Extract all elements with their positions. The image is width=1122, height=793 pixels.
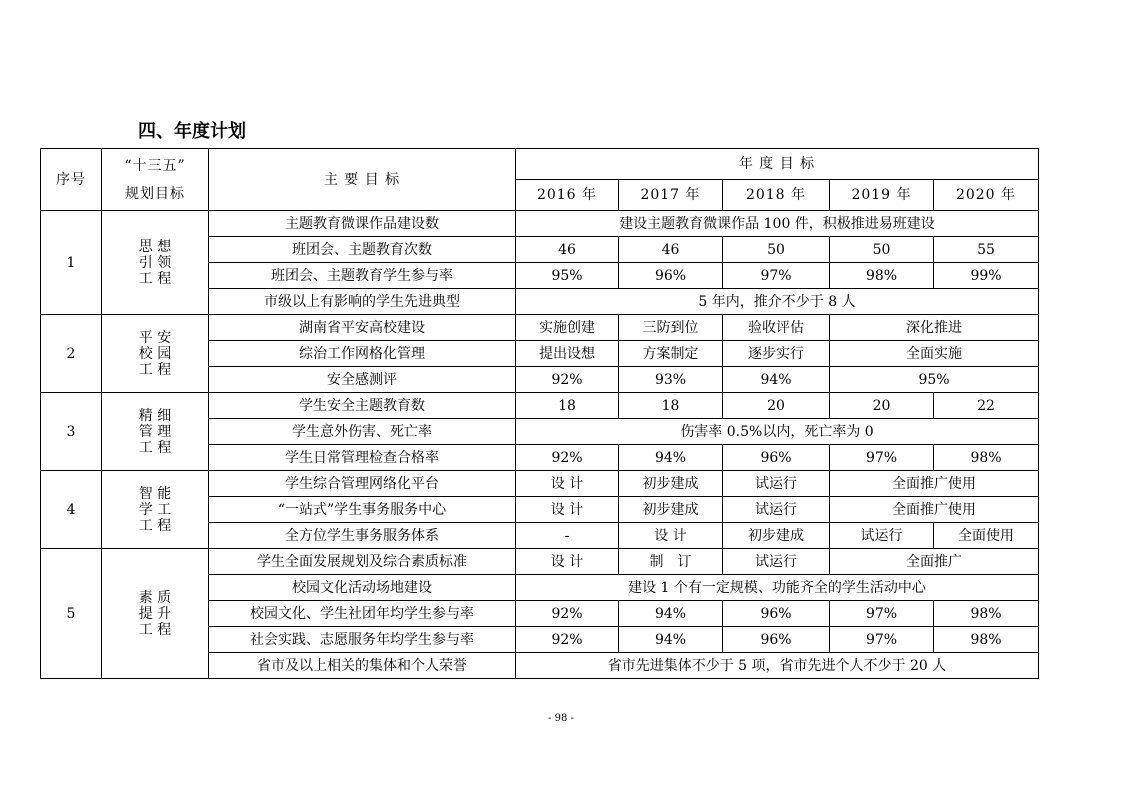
annual-target-cell: -: [516, 523, 619, 549]
main-goal-cell: 学生意外伤害、死亡率: [209, 419, 516, 445]
annual-target-cell: 98%: [934, 627, 1039, 653]
annual-target-cell: 设 计: [619, 523, 723, 549]
annual-target-cell: 20: [723, 393, 830, 419]
main-goal-cell: 学生日常管理检查合格率: [209, 445, 516, 471]
annual-target-cell: 逐步实行: [723, 341, 830, 367]
annual-target-span: 建设主题教育微课作品 100 件，积极推进易班建设: [516, 211, 1039, 237]
annual-target-cell: 初步建成: [619, 471, 723, 497]
group-plan-line: 校 园: [138, 345, 172, 362]
annual-target-cell: 初步建成: [723, 523, 830, 549]
annual-target-merged: 深化推进: [830, 315, 1039, 341]
annual-target-merged: 全面实施: [830, 341, 1039, 367]
group-plan-line: 工 程: [138, 621, 172, 638]
header-year: 2019 年: [830, 180, 934, 211]
section-heading: 四、年度计划: [138, 121, 246, 142]
main-goal-cell: 全方位学生事务服务体系: [209, 523, 516, 549]
header-plan: [102, 149, 209, 211]
main-goal-cell: 学生综合管理网络化平台: [209, 471, 516, 497]
main-goal-cell: 安全感测评: [209, 367, 516, 393]
header-seq: 序号: [41, 149, 102, 211]
group-plan: [102, 549, 209, 679]
annual-plan-table: [40, 148, 1039, 679]
annual-target-span: 省市先进集体不少于 5 项，省市先进个人不少于 20 人: [516, 653, 1039, 679]
header-year: 2016 年: [516, 180, 619, 211]
group-plan-line: 工 程: [138, 270, 172, 287]
annual-target-cell: 97%: [723, 263, 830, 289]
header-main-goal: 主 要 目 标: [209, 149, 516, 211]
annual-target-cell: 97%: [830, 601, 934, 627]
group-plan-line: 学 工: [138, 501, 172, 518]
annual-target-cell: 18: [516, 393, 619, 419]
table-row: [41, 393, 1039, 419]
annual-target-cell: 22: [934, 393, 1039, 419]
group-plan-line: 思 想: [138, 238, 172, 255]
group-plan-line: 管 理: [138, 423, 172, 440]
group-plan: [102, 315, 209, 393]
annual-target-cell: 92%: [516, 367, 619, 393]
main-goal-cell: 校园文化、学生社团年均学生参与率: [209, 601, 516, 627]
annual-target-cell: 94%: [619, 445, 723, 471]
main-goal-cell: 市级以上有影响的学生先进典型: [209, 289, 516, 315]
annual-target-cell: 98%: [934, 601, 1039, 627]
annual-target-merged: 全面推广: [830, 549, 1039, 575]
annual-target-merged: 全面推广使用: [830, 471, 1039, 497]
header-annual-goal: 年 度 目 标: [516, 149, 1039, 180]
group-plan-line: 智 能: [138, 485, 172, 502]
annual-target-cell: 试运行: [723, 497, 830, 523]
header-year: 2020 年: [934, 180, 1039, 211]
group-seq: 1: [41, 211, 102, 315]
annual-target-cell: 设 计: [516, 471, 619, 497]
annual-target-cell: 初步建成: [619, 497, 723, 523]
table-row: [41, 549, 1039, 575]
table-row: [41, 471, 1039, 497]
main-goal-cell: 学生安全主题教育数: [209, 393, 516, 419]
main-goal-cell: “一站式”学生事务服务中心: [209, 497, 516, 523]
table-row: [41, 211, 1039, 237]
group-plan-line: 素 质: [138, 589, 172, 606]
table-row: [41, 315, 1039, 341]
annual-target-cell: 方案制定: [619, 341, 723, 367]
annual-target-cell: 96%: [723, 445, 830, 471]
annual-target-cell: 46: [619, 237, 723, 263]
main-goal-cell: 综治工作网格化管理: [209, 341, 516, 367]
group-plan-line: 提 升: [138, 605, 172, 622]
group-plan: [102, 471, 209, 549]
main-goal-cell: 校园文化活动场地建设: [209, 575, 516, 601]
group-plan-line: 引 领: [138, 254, 172, 271]
annual-target-cell: 98%: [830, 263, 934, 289]
annual-target-cell: 94%: [723, 367, 830, 393]
annual-target-cell: 96%: [619, 263, 723, 289]
annual-target-cell: 18: [619, 393, 723, 419]
group-plan: [102, 211, 209, 315]
main-goal-cell: 班团会、主题教育学生参与率: [209, 263, 516, 289]
annual-target-cell: 96%: [723, 627, 830, 653]
annual-target-cell: 92%: [516, 601, 619, 627]
annual-target-cell: 50: [830, 237, 934, 263]
annual-target-cell: 设 计: [516, 497, 619, 523]
annual-target-cell: 95%: [516, 263, 619, 289]
header-plan-line1: “十三五”: [124, 157, 186, 174]
annual-target-merged: 95%: [830, 367, 1039, 393]
annual-target-cell: 97%: [830, 627, 934, 653]
annual-target-cell: 92%: [516, 627, 619, 653]
annual-target-cell: 三防到位: [619, 315, 723, 341]
header-year: 2018 年: [723, 180, 830, 211]
annual-target-span: 建设 1 个有一定规模、功能齐全的学生活动中心: [516, 575, 1039, 601]
group-plan-line: 工 程: [138, 439, 172, 456]
annual-target-span: 5 年内，推介不少于 8 人: [516, 289, 1039, 315]
group-plan-line: 工 程: [138, 517, 172, 534]
annual-target-cell: 设 计: [516, 549, 619, 575]
annual-target-cell: 全面使用: [934, 523, 1039, 549]
page-number: - 98 -: [548, 713, 574, 724]
annual-target-cell: 96%: [723, 601, 830, 627]
annual-target-cell: 实施创建: [516, 315, 619, 341]
annual-target-cell: 试运行: [830, 523, 934, 549]
main-goal-cell: 班团会、主题教育次数: [209, 237, 516, 263]
group-seq: 5: [41, 549, 102, 679]
group-plan-line: 平 安: [138, 329, 172, 346]
annual-target-cell: 20: [830, 393, 934, 419]
annual-target-cell: 55: [934, 237, 1039, 263]
main-goal-cell: 社会实践、志愿服务年均学生参与率: [209, 627, 516, 653]
annual-target-cell: 94%: [619, 601, 723, 627]
main-goal-cell: 学生全面发展规划及综合素质标准: [209, 549, 516, 575]
annual-target-cell: 92%: [516, 445, 619, 471]
annual-target-cell: 98%: [934, 445, 1039, 471]
annual-target-cell: 试运行: [723, 549, 830, 575]
main-goal-cell: 湖南省平安高校建设: [209, 315, 516, 341]
annual-target-cell: 46: [516, 237, 619, 263]
annual-target-span: 伤害率 0.5%以内，死亡率为 0: [516, 419, 1039, 445]
group-seq: 4: [41, 471, 102, 549]
annual-target-cell: 试运行: [723, 471, 830, 497]
annual-target-cell: 验收评估: [723, 315, 830, 341]
group-seq: 3: [41, 393, 102, 471]
annual-target-merged: 全面推广使用: [830, 497, 1039, 523]
annual-target-cell: 93%: [619, 367, 723, 393]
header-year: 2017 年: [619, 180, 723, 211]
group-plan-line: 精 细: [138, 407, 172, 424]
group-plan-line: 工 程: [138, 361, 172, 378]
annual-target-cell: 50: [723, 237, 830, 263]
group-seq: 2: [41, 315, 102, 393]
annual-target-cell: 94%: [619, 627, 723, 653]
main-goal-cell: 省市及以上相关的集体和个人荣誉: [209, 653, 516, 679]
annual-target-cell: 制 订: [619, 549, 723, 575]
annual-target-cell: 97%: [830, 445, 934, 471]
annual-target-cell: 99%: [934, 263, 1039, 289]
group-plan: [102, 393, 209, 471]
header-plan-line2: 规划目标: [125, 185, 185, 202]
main-goal-cell: 主题教育微课作品建设数: [209, 211, 516, 237]
annual-target-cell: 提出设想: [516, 341, 619, 367]
